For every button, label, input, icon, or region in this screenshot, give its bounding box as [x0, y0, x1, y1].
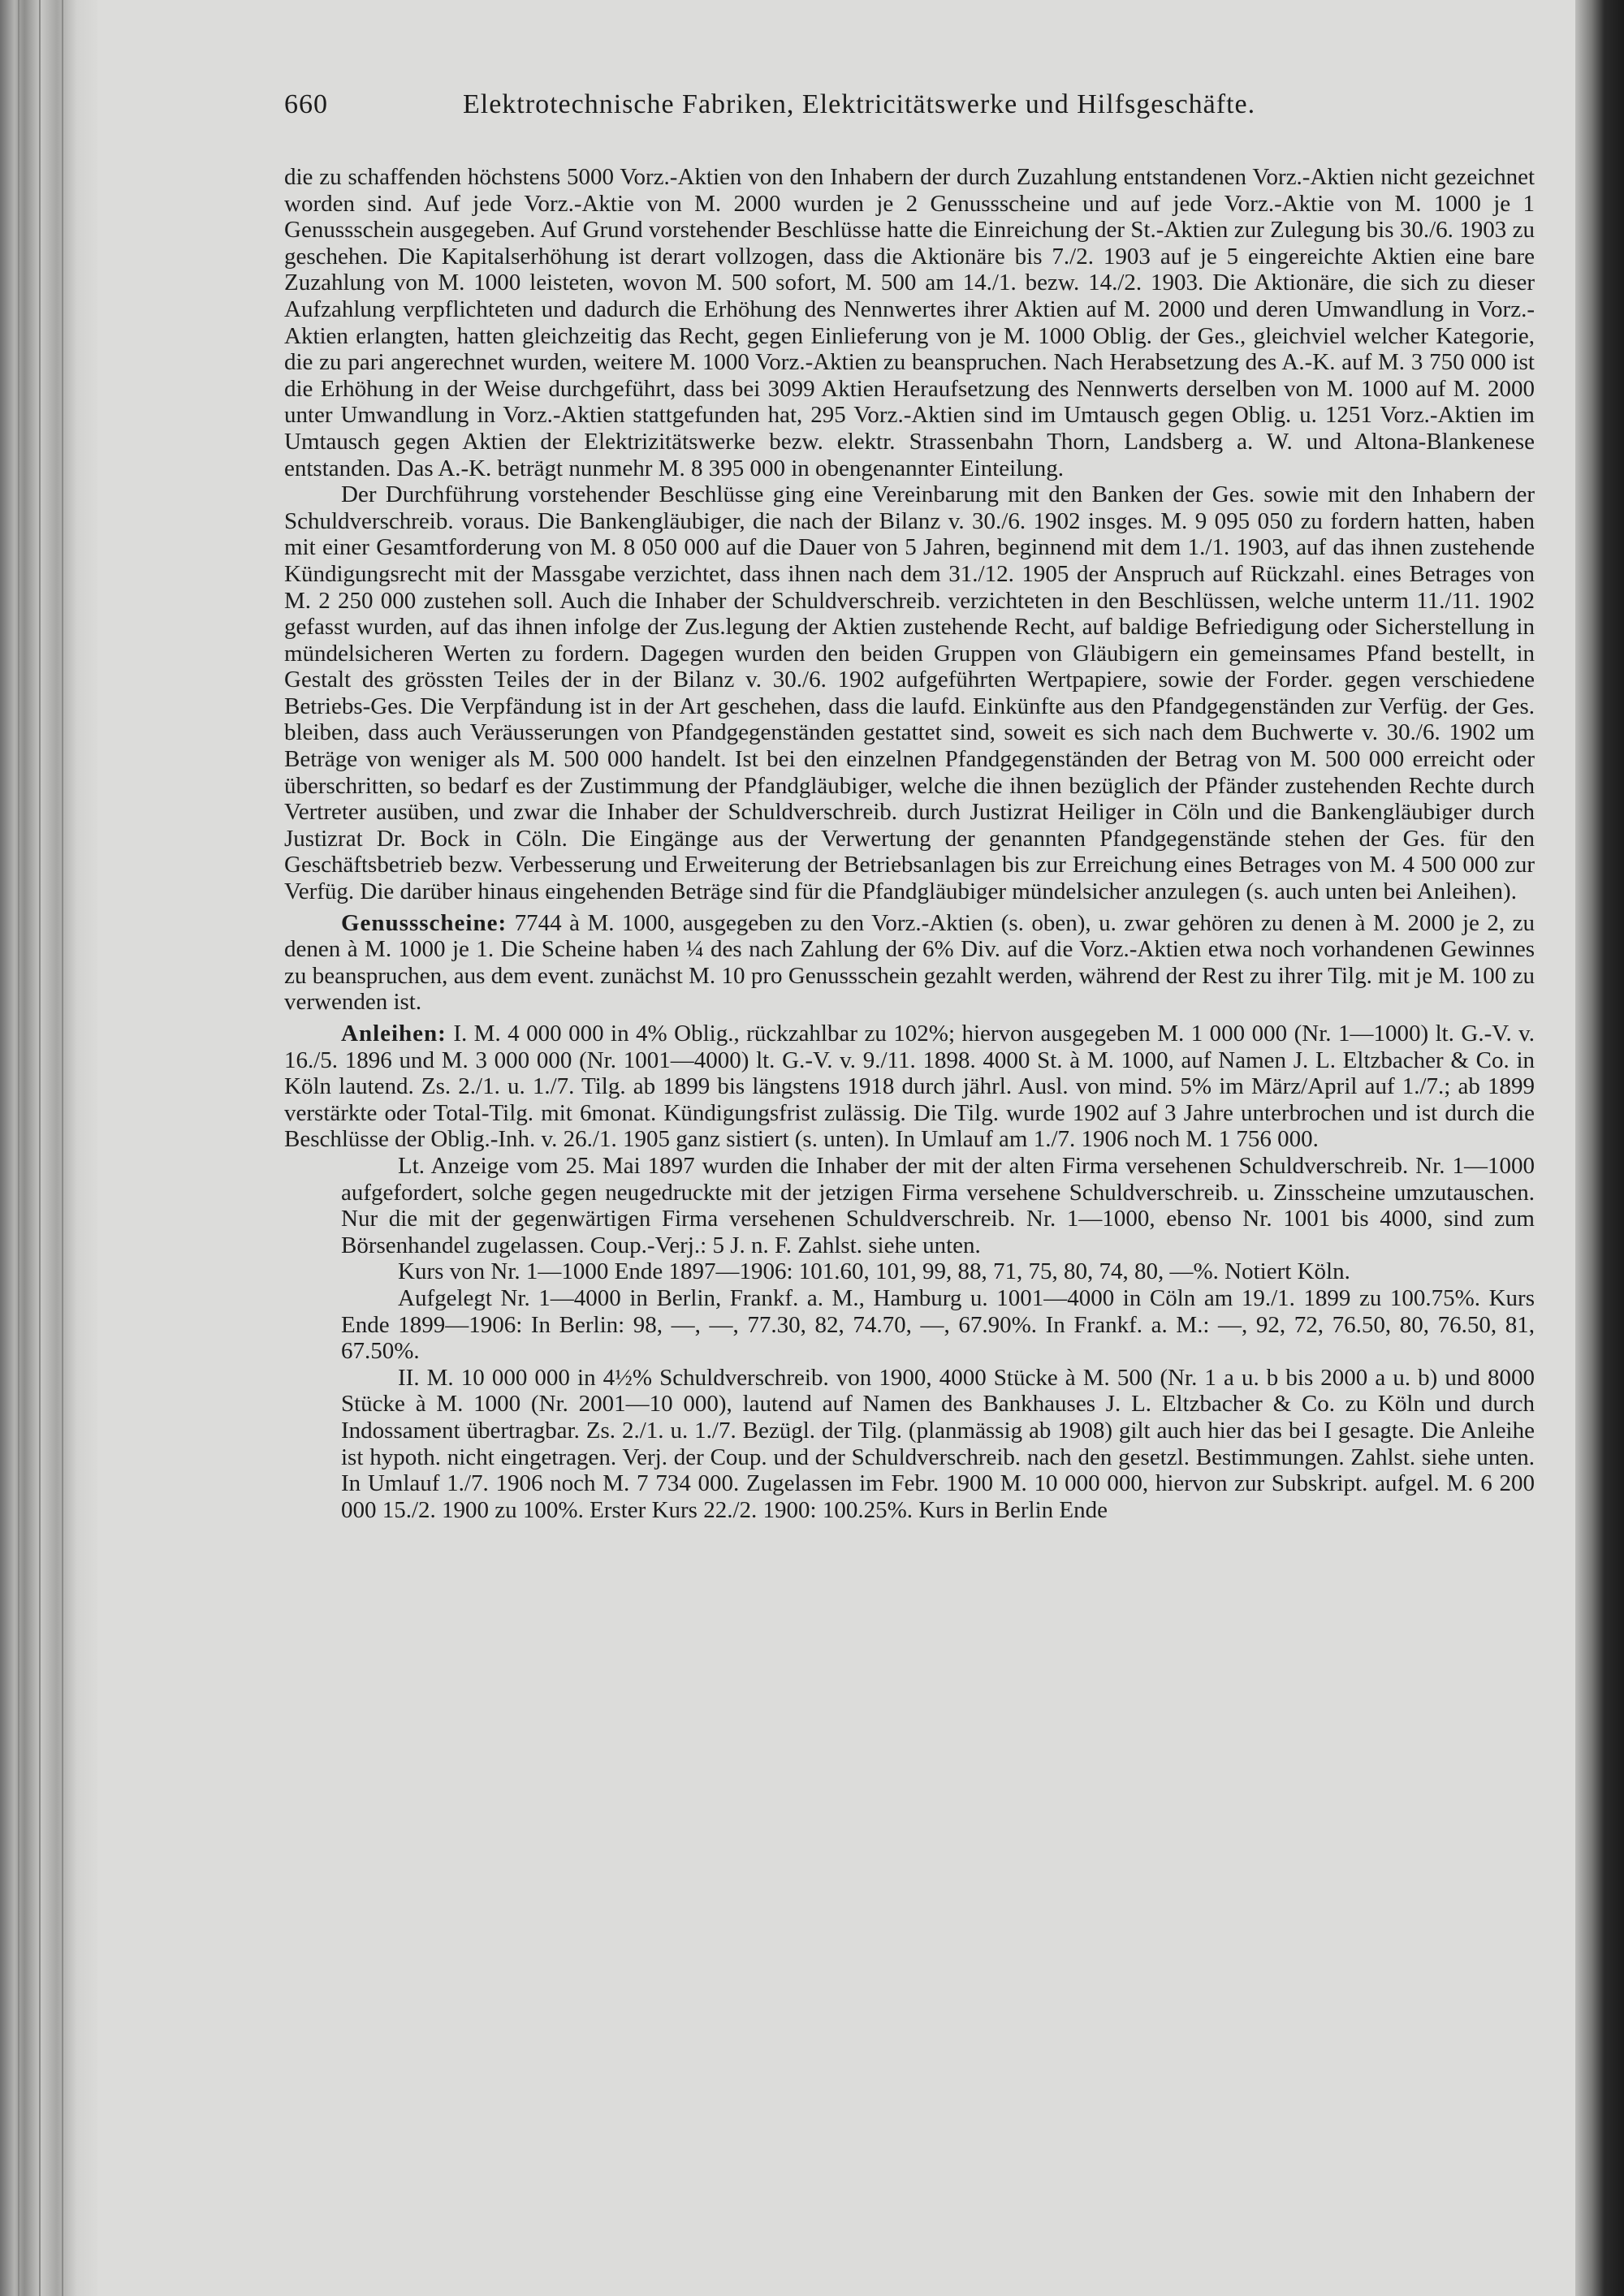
book-spine-shadow	[0, 0, 97, 2296]
paragraph-text: Lt. Anzeige vom 25. Mai 1897 wurden die Inhaber der mit der alten Firma versehenen Schuldverschreib. Nr. 1—1000 aufgefordert, solche gegen neugedruckte mit der jetzigen Firma versehene Schuldverschreib. u. Zinsscheine umzutauschen. Nur die mit der gegenwärtigen Firma versehenen Schuldverschreib. Nr. 1—1000, ebenso Nr. 1001 bis 4000, sind zum Börsenhandel zugelassen. Coup.-Verj.: 5 J. n. F. Zahlst. siehe unten.	[341, 1152, 1535, 1258]
page-number: 660	[284, 89, 328, 119]
document-page	[268, 89, 1551, 1523]
paragraph-capital-increase	[284, 164, 1535, 481]
page-edge-shadow	[1575, 0, 1624, 2296]
paragraph-text: Der Durchführung vorstehender Beschlüsse ging eine Vereinbarung mit den Banken der Ges. sowie mit den Inhabern der Schuldverschreib. voraus. Die Bankengläubiger, die nach der Bilanz v. 30./6. 1902 insges. M. 9 095 050 zu fordern hatten, haben mit einer Gesamtforderung von M. 8 050 000 auf die Dauer von 5 Jahren, beginnend mit dem 1./1. 1903, auf das ihnen zustehende Kündigungsrecht mit der Massgabe verzichtet, dass ihnen nach dem 31./12. 1905 der Anspruch auf Rückzahl. eines Betrages von M. 2 250 000 zustehen soll. Auch die Inhaber der Schuldverschreib. verzichteten in den Beschlüssen, welche unterm 11./11. 1902 gefasst wurden, auf das ihnen infolge der Zus.legung der Aktien zustehende Recht, auf baldige Befriedigung oder Sicherstellung in mündelsicheren Werten zu fordern. Dagegen wurden den beiden Gruppen von Gläubigern ein gemeinsames Pfand bestellt, in Gestalt des grössten Teiles der in der Bilanz v. 30./6. 1902 aufgeführten Wertpapiere, sowie der Forder. gegen verschiedene Betriebs-Ges. Die Verpfändung ist in der Art geschehen, dass die laufd. Einkünfte aus den Pfandgegenständen zur Verfüg. der Ges. bleiben, dass auch Veräusserungen von Pfandgegenständen gestattet sind, soweit es sich nach dem Buchwerte v. 30./6. 1902 um Beträge von weniger als M. 500 000 handelt. Ist bei den einzelnen Pfandgegenständen der Betrag von M. 500 000 erreicht oder überschritten, so bedarf es der Zustimmung der Pfandgläubiger, welche die ihnen bezüglich der Pfänder zustehenden Rechte durch Vertreter ausüben, und zwar die Inhaber der Schuldverschreib. durch Justizrat Heiliger in Cöln und die Bankengläubiger durch Justizrat Dr. Bock in Cöln. Die Eingänge aus der Verwertung der genannten Pfandgegenstände stehen der Ges. für den Geschäftsbetrieb bezw. Verbesserung und Erweiterung der Betriebsanlagen bis zur Erreichung eines Betrages von M. 4 500 000 zur Verfüg. Die darüber hinaus eingehenden Beträge sind für die Pfandgläubiger mündelsicher anzulegen (s. auch unten bei Anleihen).	[284, 481, 1535, 905]
paragraph-text: die zu schaffenden höchstens 5000 Vorz.-Aktien von den Inhabern der durch Zuzahlung entstandenen Vorz.-Aktien nicht gezeichnet worden sind. Auf jede Vorz.-Aktie von M. 2000 wurden je 2 Genussscheine und auf jede Vorz.-Aktie von M. 1000 je 1 Genussschein ausgegeben. Auf Grund vorstehender Beschlüsse hatte die Einreichung der St.-Aktien zur Zulegung bis 30./6. 1903 zu geschehen. Die Kapitalserhöhung ist derart vollzogen, dass die Aktionäre bis 7./2. 1903 auf je 5 eingereichte Aktien eine bare Zuzahlung von M. 1000 leisteten, wovon M. 500 sofort, M. 500 am 14./1. bezw. 14./2. 1903. Die Aktionäre, die sich zu dieser Aufzahlung verpflichteten und dadurch die Erhöhung des Nennwertes ihrer Aktien auf M. 2000 und deren Umwandlung in Vorz.-Aktien erlangten, hatten gleichzeitig das Recht, gegen Einlieferung von je M. 1000 Oblig. der Ges., gleichviel welcher Kategorie, die zu pari angerechnet wurden, weitere M. 1000 Vorz.-Aktien zu beanspruchen. Nach Herabsetzung des A.-K. auf M. 3 750 000 ist die Erhöhung in der Weise durchgeführt, dass bei 3099 Aktien Heraufsetzung des Nennwerts derselben von M. 1000 auf M. 2000 unter Umwandlung in Vorz.-Aktien stattgefunden hat, 295 Vorz.-Aktien sind im Umtausch gegen Oblig. u. 1251 Vorz.-Aktien im Umtausch gegen Aktien der Elektrizitätswerke bezw. elektr. Strassenbahn Thorn, Landsberg a. W. und Altona-Blankenese entstanden. Das A.-K. beträgt nunmehr M. 8 395 000 in obengenannter Einteilung.	[284, 164, 1535, 481]
paragraph-anleihen	[284, 1021, 1535, 1153]
paragraph-anleihe-ii	[341, 1365, 1535, 1524]
paragraph-text: II. M. 10 000 000 in 4½% Schuldverschreib. von 1900, 4000 Stücke à M. 500 (Nr. 1 a u. b bis 2000 a u. b) und 8000 Stücke à M. 1000 (Nr. 2001—10 000), lautend auf Namen des Bankhauses J. L. Eltzbacher & Co. zu Köln und durch Indossament übertragbar. Zs. 2./1. u. 1./7. Bezügl. der Tilg. (planmässig ab 1908) gilt auch hier das bei I gesagte. Die Anleihe ist hypoth. nicht eingetragen. Verj. der Coup. und der Schuldverschreib. nach den gesetzl. Bestimmungen. Zahlst. siehe unten. In Umlauf 1./7. 1906 noch M. 7 734 000. Zugelassen im Febr. 1900 M. 10 000 000, hiervon zur Subskript. aufgel. M. 6 200 000 15./2. 1900 zu 100%. Erster Kurs 22./2. 1900: 100.25%. Kurs in Berlin Ende	[341, 1364, 1535, 1523]
paragraph-text: Aufgelegt Nr. 1—4000 in Berlin, Frankf. a. M., Hamburg u. 1001—4000 in Cöln am 19./1. 1899 zu 100.75%. Kurs Ende 1899—1906: In Berlin: 98, —, —, 77.30, 82, 74.70, —, 67.90%. In Frankf. a. M.: —, 92, 72, 76.50, 80, 76.50, 81, 67.50%.	[341, 1284, 1535, 1365]
paragraph-aufgelegt	[341, 1285, 1535, 1365]
paragraph-notice-1897	[341, 1153, 1535, 1258]
spine-line	[18, 0, 19, 2296]
paragraph-text: 7744 à M. 1000, ausgegeben zu den Vorz.-Aktien (s. oben), u. zwar gehören zu denen à M. 2000 je 2, zu denen à M. 1000 je 1. Die Scheine haben ¼ des nach Zahlung der 6% Div. auf die Vorz.-Aktien etwa noch vorhandenen Gewinnes zu beanspruchen, aus dem event. zunächst M. 10 pro Genussschein gezahlt werden, während der Rest zu ihrer Tilg. mit je M. 100 zu verwenden ist.	[284, 909, 1535, 1016]
paragraph-text: Kurs von Nr. 1—1000 Ende 1897—1906: 101.60, 101, 99, 88, 71, 75, 80, 74, 80, —%. Notiert Köln.	[398, 1258, 1350, 1285]
paragraph-genussscheine	[284, 910, 1535, 1016]
page-header	[268, 89, 1551, 138]
spine-line	[62, 0, 63, 2296]
section-term: Anleihen:	[341, 1021, 447, 1047]
section-term: Genussscheine:	[341, 909, 508, 936]
page-body	[284, 164, 1535, 1523]
running-head: Elektrotechnische Fabriken, Elektricitätswerke und Hilfsgeschäfte.	[463, 89, 1256, 119]
paragraph-kurs-1897	[341, 1258, 1535, 1285]
paragraph-creditor-agreement	[284, 481, 1535, 905]
paragraph-text: I. M. 4 000 000 in 4% Oblig., rückzahlbar zu 102%; hiervon ausgegeben M. 1 000 000 (Nr. 1—1000) lt. G.-V. v. 16./5. 1896 und M. 3 000 000 (Nr. 1001—4000) lt. G.-V. v. 9./11. 1898. 4000 St. à M. 1000, auf Namen J. L. Eltzbacher & Co. in Köln lautend. Zs. 2./1. u. 1./7. Tilg. ab 1899 bis längstens 1918 durch jährl. Ausl. von mind. 5% im März/April auf 1./7.; ab 1899 verstärkte oder Total-Tilg. mit 6monat. Kündigungsfrist zulässig. Die Tilg. wurde 1902 auf 3 Jahre unterbrochen und ist durch die Beschlüsse der Oblig.-Inh. v. 26./1. 1905 ganz sistiert (s. unten). In Umlauf am 1./7. 1906 noch M. 1 756 000.	[284, 1021, 1535, 1153]
spine-line	[39, 0, 41, 2296]
